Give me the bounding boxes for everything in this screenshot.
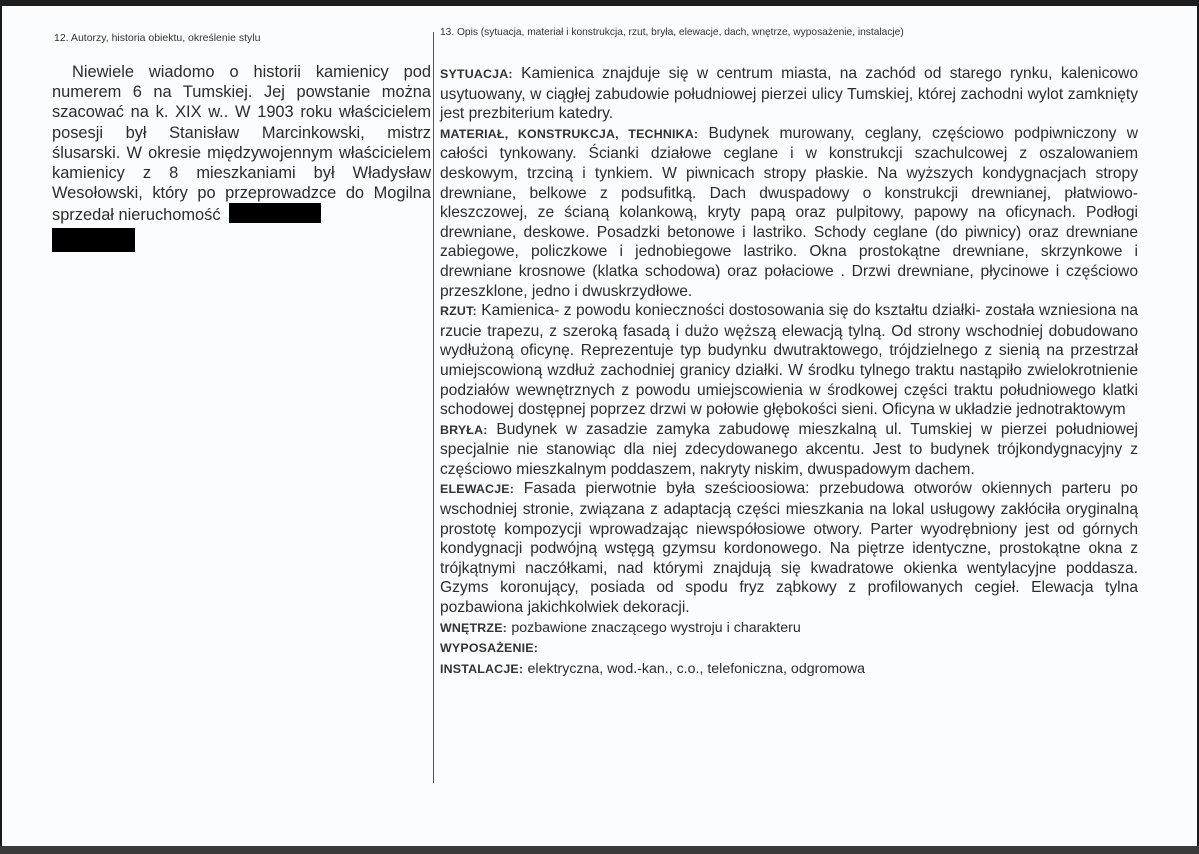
section-label: WNĘTRZE:: [440, 620, 507, 635]
section-label: INSTALACJE:: [440, 661, 524, 676]
section-label: RZUT:: [440, 304, 477, 319]
section-label: WYPOSAŻENIE:: [440, 641, 539, 656]
section-text: Budynek w zasadzie zamyka zabudowę mieszkalną ul. Tumskiej w pierzei południowej specjalnie nie stanowiąc dla niej zdecydowanego akcentu. Jest to budynek trójkondygnacyjny z częściowo mieszkalnym poddaszem, nakryty niskim, dwuspadowym dachem.: [440, 420, 1138, 478]
column-divider: [433, 32, 434, 783]
section-label: MATERIAŁ, KONSTRUKCJA, TECHNIKA:: [440, 126, 699, 141]
section-wyposazenie: [440, 638, 1138, 659]
section-label: ELEWACJE:: [440, 482, 515, 497]
section-text: Kamienica znajduje się w centrum miasta, na zachód od starego rynku, kalenicowo usytuowany, w ciągłej zabudowie południowej pierzei ulicy Tumskiej, której zachodni wylot zamknięty jest prezbiterium katedry.: [440, 65, 1138, 123]
section-text: Fasada pierwotnie była sześcioosiowa: przebudowa otworów okiennych parteru po wschodniej stronie, związana z adaptacją części mieszkania na lokal usługowy zakłóciła oryginalną prostotę kompozycji wprowadzając niewspółosiowe otwory. Parter wyodrębniony jest od górnych kondygnacji podwójną wstęgą gzymsu kordonowego. Na piętrze identyczne, prostokątne okna z trójkątnymi naczółkami, nad którymi znajdują się kwadratowe okienka wentylacyjne poddasza. Gzyms koronujący, posiada od spodu fryz ząbkowy z profilowanych cegieł. Elewacja tylna pozbawiona jakichkolwiek dekoracji.: [440, 480, 1138, 617]
section-rzut: [440, 301, 1138, 420]
redaction-box: [229, 203, 321, 223]
scan-bottom-edge: [0, 846, 1199, 854]
history-paragraph: Niewiele wiadomo o historii kamienicy pod numerem 6 na Tumskiej. Jej powstanie można szacować na k. XIX w.. W 1903 roku właścicielem posesji był Stanisław Marcinkowski, mistrz ślusarski. W okresie międzywojennym właścicielem kamienicy z 8 mieszkaniami był Władysław Wesołowski, który po przeprowadzce do Mogilna sprzedał nieruchomość: [52, 63, 431, 225]
section-elewacje: [440, 479, 1138, 617]
section-text: Budynek murowany, ceglany, częściowo podpiwniczony w całości tynkowany. Ścianki działowe ceglane i w konstrukcji szachulcowej z oszalowaniem deskowym, trzciną i tynkiem. W piwnicach stropy płaskie. Na wyższych kondygnacjach stropy drewniane, belkowe z podsufitką. Dach dwuspadowy o konstrukcji drewnianej, płatwiowo-kleszczowej, ze ścianą kolankową, kryty papą oraz pulpitowy, papowy na oficynach. Podłogi drewniane, deskowe. Posadzki betonowe i lastriko. Schody ceglane (do piwnicy) oraz drewniane zabiegowe, policzkowe i jednobiegowe lastriko. Okna prostokątne drewniane, skrzynkowe i drewniane krosnowe (klatka schodowa) oraz połaciowe . Drzwi drewniane, płycinowe i częściowo przeszklone, jedno i dwuskrzydłowe.: [440, 124, 1138, 300]
section-wnetrze: [440, 618, 1138, 639]
section-material: [440, 124, 1138, 301]
history-section-header: 12. Autorzy, historia obiektu, określenie stylu: [54, 32, 261, 44]
scanned-document-page: [2, 6, 1197, 846]
section-sytuacja: [440, 64, 1138, 124]
section-label: SYTUACJA:: [440, 67, 513, 81]
section-instalacje: [440, 659, 1138, 680]
description-section-header: 13. Opis (sytuacja, materiał i konstrukcja, rzut, bryła, elewacje, dach, wnętrze, wyposażenie, instalacje): [440, 27, 904, 38]
section-text: elektryczna, wod.-kan., c.o., telefoniczna, odgromowa: [527, 660, 866, 677]
section-text: pozbawione znaczącego wystroju i charakteru: [511, 619, 801, 636]
redaction-box: [52, 228, 135, 252]
section-bryla: [440, 420, 1138, 480]
section-text: Kamienica- z powodu konieczności dostosowania się do kształtu działki- została wzniesiona na rzucie trapezu, z szeroką fasadą i dużo węższą elewacją tylną. Od strony wschodniej dobudowano wydłużoną oficynę. Reprezentuje typ budynku dwutraktowego, trójdzielnego z sienią na przestrzał umiejscowioną wzdłuż zachodniej granicy działki. W środku tylnego traktu nastąpiło zwielokrotnienie podziałów wewnętrznych z powodu umiejscowienia w środkowej części traktu południowego klatki schodowej dostępnej poprzez drzwi w połowie głębokości sieni. Oficyna w układzie jednotraktowym: [440, 302, 1138, 419]
history-text-block: [52, 62, 431, 226]
description-text-block: [440, 64, 1138, 679]
section-label: BRYŁA:: [440, 422, 488, 437]
